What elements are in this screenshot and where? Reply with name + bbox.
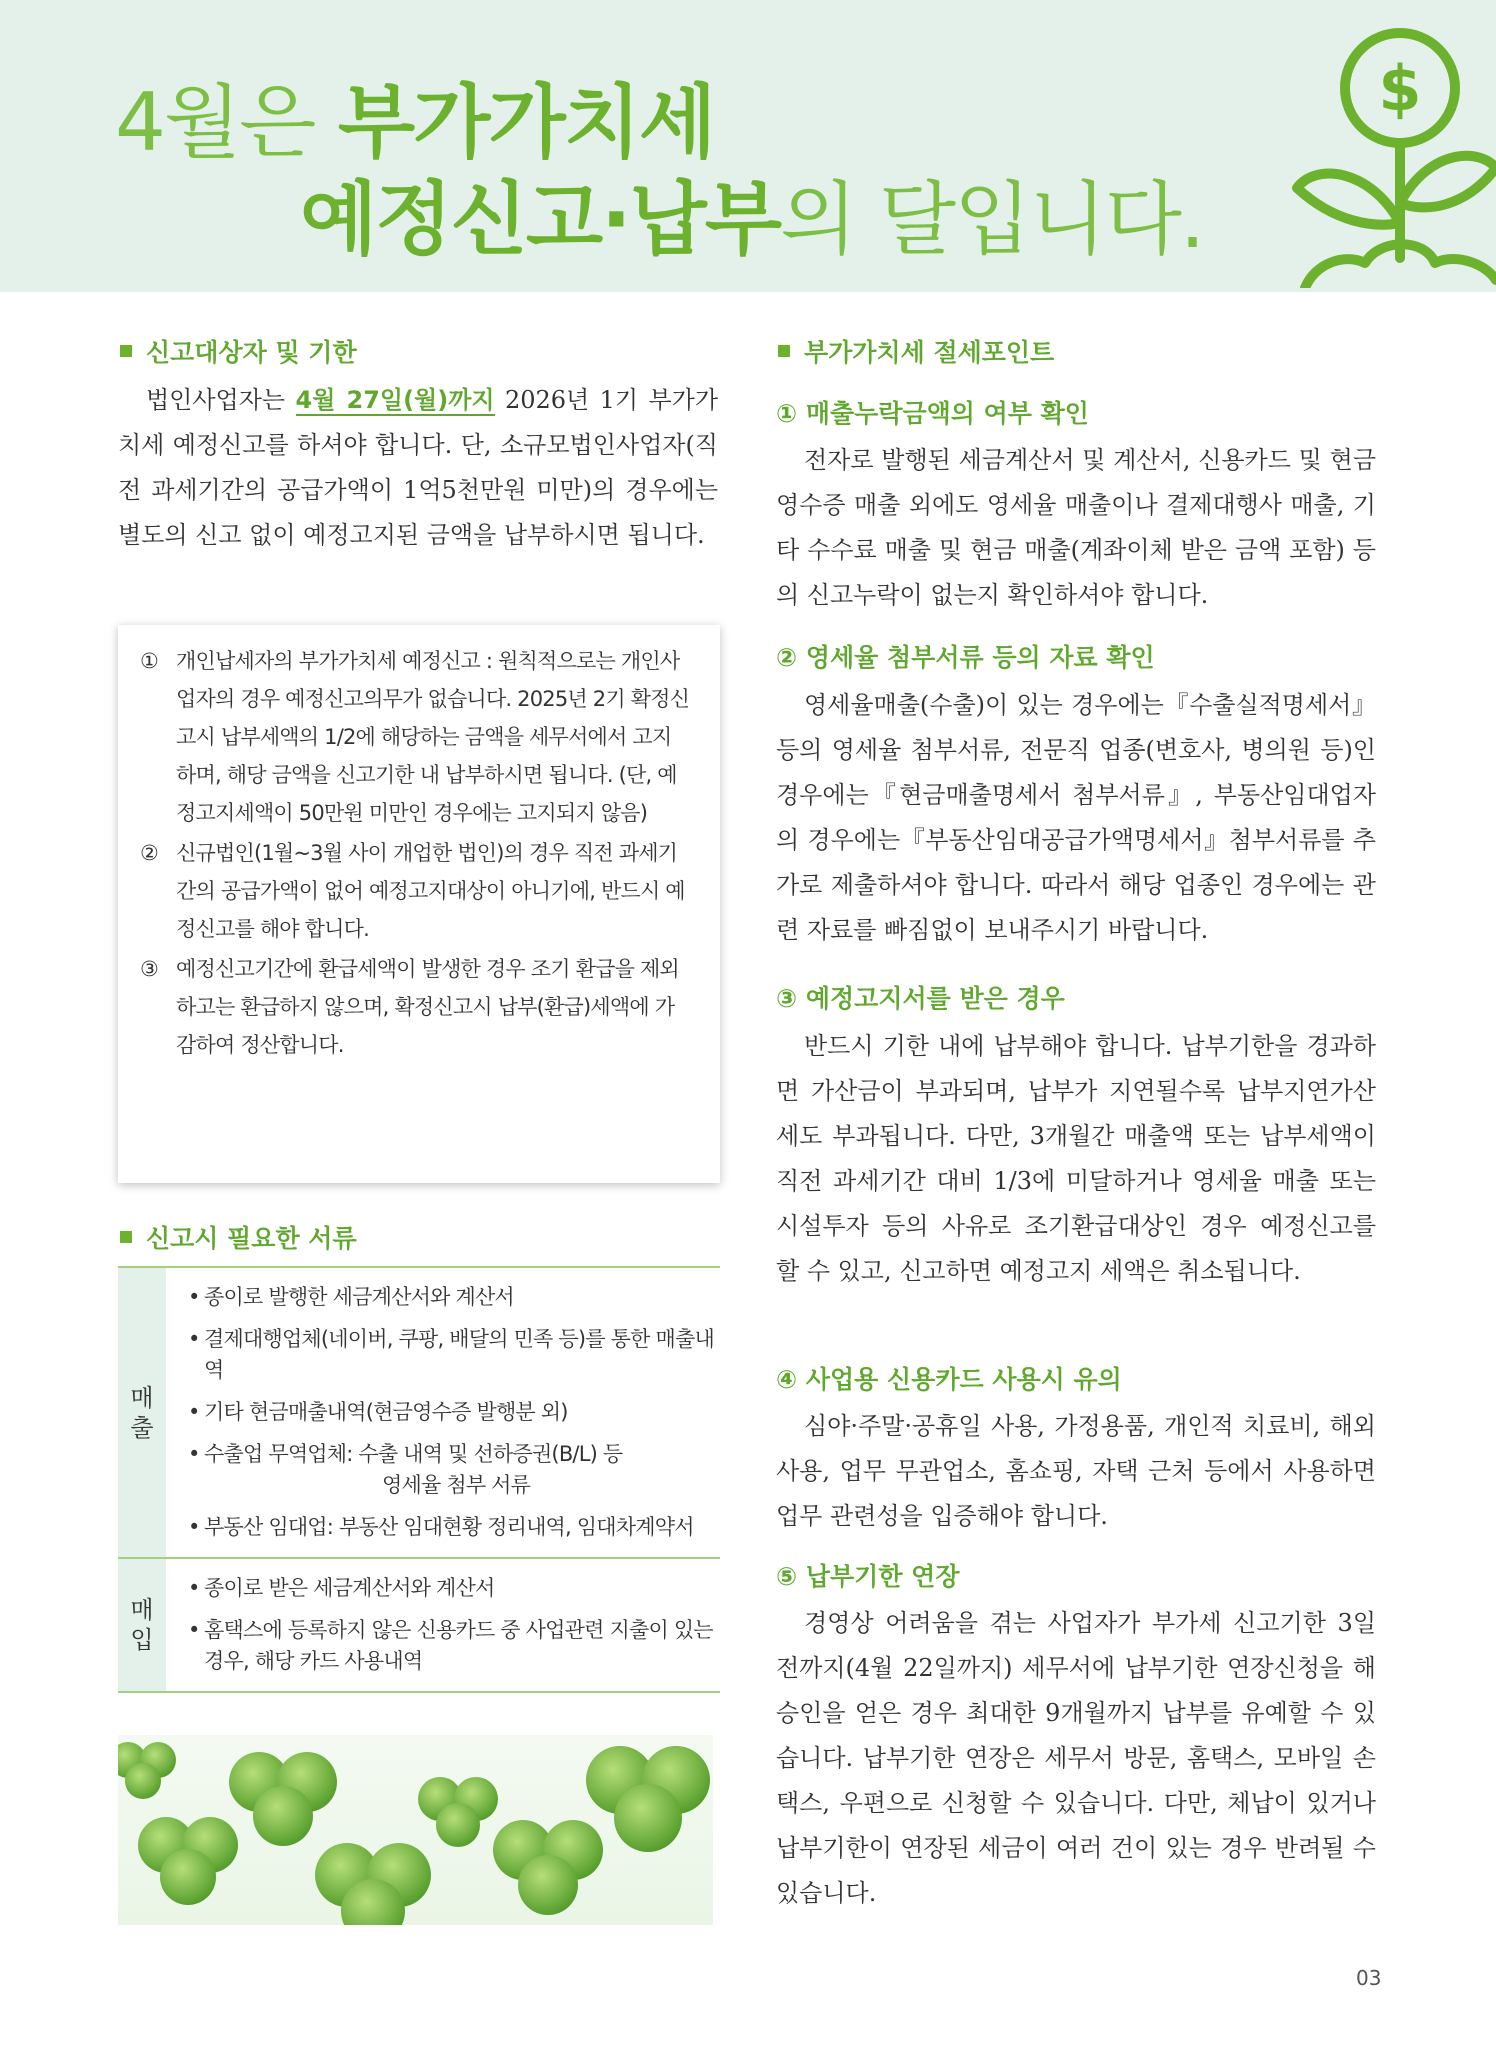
point-text: 심야·주말·공휴일 사용, 가정용품, 개인적 치료비, 해외 사용, 업무 무관업소, 홈쇼핑, 자택 근처 등에서 사용하면 업무 관련성을 입증해야 합니다. [776,1412,1376,1530]
note-number: ② [140,841,159,865]
doc-category [118,1559,166,1691]
paragraph-post: 2026년 1기 부가가치세 예정신고를 하셔야 합니다. 단, 소규모법인사업자(직전 과세기간의 공급가액이 1억5천만원 미만)의 경우에는 별도의 신고 없이 예정고지된 금액을 납부하시면 됩니다. [118,386,719,549]
point-text: 반드시 기한 내에 납부해야 합니다. 납부기한을 경과하면 가산금이 부과되며, 납부가 지연될수록 납부지연가산세도 부과됩니다. 다만, 3개월간 매출액 또는 납부세액이 직전 과세기간 대비 1/3에 미달하거나 영세율 매출 또는 시설투자 등의 사유로 조기환급대상인 경우 예정신고를 할 수 있고, 신고하면 예정고지 세액은 취소됩니다. [776,1032,1376,1285]
doc-item-text: 기타 현금매출내역(현금영수증 발행분 외) [204,1400,568,1424]
section-heading-text: 신고대상자 및 기한 [146,338,357,367]
note-item [140,642,690,832]
point-2-title: ② 영세율 첨부서류 등의 자료 확인 [776,643,1155,672]
dollar-plant-icon [1285,18,1496,288]
doc-item-text: 부동산 임대업: 부동산 임대현황 정리내역, 임대차계약서 [204,1515,694,1539]
point-text: 경영상 어려움을 겪는 사업자가 부가세 신고기한 3일 전까지(4월 22일까지) 세무서에 납부기한 연장신청을 해 승인을 얻은 경우 최대한 9개월까지 납부를 유예할 수 있습니다. 납부기한 연장은 세무서 방문, 홈택스, 모바일 손택스, 우편으로 신청할 수 있습니다. 다만, 체납이 있거나 납부기한이 연장된 세금이 여러 건이 있는 경우 반려될 수 있습니다. [776,1609,1376,1907]
doc-items [166,1268,720,1557]
individual-taxpayer-note-box [118,625,720,1183]
header-banner [0,0,1496,292]
doc-category-label: 매출 [130,1383,154,1442]
point-2-text [776,683,1376,953]
doc-item-text: 종이로 발행한 세금계산서와 계산서 [204,1285,514,1309]
export-docs-continuation: 영세율 첨부 서류 [382,1473,531,1497]
point-5-title: ⑤ 납부기한 연장 [776,1562,960,1591]
title-filing: 예정신고·납부 [300,173,781,266]
required-documents-table [118,1266,720,1693]
square-bullet-icon [120,345,132,357]
point-4-title: ④ 사업용 신용카드 사용시 유의 [776,1365,1122,1394]
doc-item-text: 결제대행업체(네이버, 쿠팡, 배달의 민족 등)를 통한 매출내역 [204,1327,714,1382]
svg-text:$: $ [1378,52,1422,125]
note-text: 신규법인(1월~3월 사이 개업한 법인)의 경우 직전 과세기간의 공급가액이 없어 예정고지대상이 아니기에, 반드시 예정신고를 해야 합니다. [176,841,685,941]
title-line-2 [300,172,1203,268]
filing-paragraph [118,378,718,558]
doc-item: • 부동산 임대업: 부동산 임대현황 정리내역, 임대차계약서 [188,1512,720,1543]
doc-item-text: 홈택스에 등록하지 않은 신용카드 중 사업관련 지출이 있는 경우, 해당 카드 사용내역 [204,1618,713,1673]
section-heading-required-documents [120,1222,357,1256]
square-bullet-icon [120,1231,132,1243]
doc-row-purchases [118,1559,720,1693]
doc-item-text: 종이로 받은 세금계산서와 계산서 [204,1576,495,1600]
doc-item: • 결제대행업체(네이버, 쿠팡, 배달의 민족 등)를 통한 매출내역 [188,1324,720,1386]
section-heading-text: 부가가치세 절세포인트 [804,338,1055,367]
note-text: 개인납세자의 부가가치세 예정신고 : 원칙적으로는 개인사업자의 경우 예정신고의무가 없습니다. 2025년 2기 확정신고시 납부세액의 1/2에 해당하는 금액을 세무서에서 고지하며, 해당 금액을 신고기한 내 납부하시면 됩니다. (단, 예정고지세액이 50만원 미만인 경우에는 고지되지 않음) [176,649,690,825]
note-item [140,834,690,948]
note-number: ① [140,649,159,673]
square-bullet-icon [778,345,790,357]
doc-row-sales [118,1268,720,1559]
doc-items [166,1559,720,1691]
clover-leaves-icon [118,1735,713,1925]
note-item [140,950,690,1064]
point-text: 영세율매출(수출)이 있는 경우에는『수출실적명세서』 등의 영세율 첨부서류, 전문직 업종(변호사, 병의원 등)인 경우에는『현금매출명세서 첨부서류』, 부동산임대업자의 경우에는『부동산임대공급가액명세서』첨부서류를 추가로 제출하셔야 합니다. 따라서 해당 업종인 경우에는 관련 자료를 빠짐없이 보내주시기 바랍니다. [776,691,1376,944]
title-vat: 부가가치세 [337,76,715,169]
doc-category-label: 매입 [130,1596,154,1654]
doc-item: • 기타 현금매출내역(현금영수증 발행분 외) [188,1397,720,1428]
section-heading-tax-saving [778,336,1054,370]
point-3-text [776,1024,1376,1294]
doc-item-text [204,1439,720,1501]
section-heading-text: 신고시 필요한 서류 [146,1224,357,1253]
point-1-title: ① 매출누락금액의 여부 확인 [776,399,1089,428]
doc-item: • 종이로 받은 세금계산서와 계산서 [188,1573,720,1604]
title-prefix: 4월은 [115,76,338,169]
point-5-text [776,1601,1376,1916]
point-4-text [776,1404,1376,1539]
note-number: ③ [140,957,159,981]
clover-image [118,1735,713,1925]
doc-item: • 수출업 무역업체: 수출 내역 및 선하증권(B/L) 등 영세율 첨부 서류 [188,1439,720,1501]
title-suffix: 의 달입니다. [780,173,1204,266]
deadline-highlight: 4월 27일(월)까지 [295,386,495,414]
title-line-1 [115,75,714,171]
note-text: 예정신고기간에 환급세액이 발생한 경우 조기 환급을 제외하고는 환급하지 않으며, 확정신고시 납부(환급)세액에 가감하여 정산합니다. [176,957,679,1057]
paragraph-pre: 법인사업자는 [146,386,296,414]
page-number: 03 [1356,1966,1382,1990]
section-heading-filing-deadline [120,336,357,370]
doc-item: • 홈택스에 등록하지 않은 신용카드 중 사업관련 지출이 있는 경우, 해당 카드 사용내역 [188,1615,720,1677]
point-3-title: ③ 예정고지서를 받은 경우 [776,984,1065,1013]
point-1-text [776,438,1376,618]
doc-item: • 종이로 발행한 세금계산서와 계산서 [188,1282,720,1313]
doc-category [118,1268,166,1557]
point-text: 전자로 발행된 세금계산서 및 계산서, 신용카드 및 현금영수증 매출 외에도 영세율 매출이나 결제대행사 매출, 기타 수수료 매출 및 현금 매출(계좌이체 받은 금액 포함) 등의 신고누락이 없는지 확인하셔야 합니다. [776,446,1376,609]
export-docs-text: 수출업 무역업체: 수출 내역 및 선하증권(B/L) 등 [204,1442,623,1466]
